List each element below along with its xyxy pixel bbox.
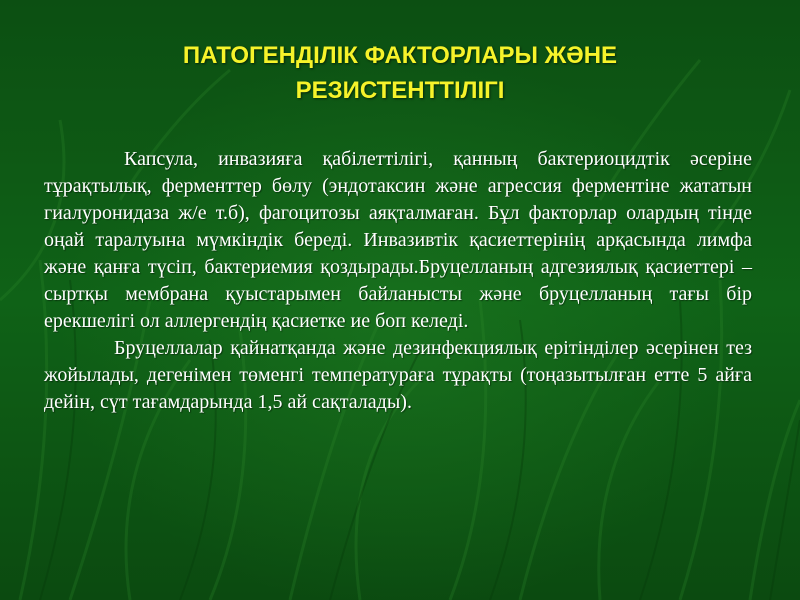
title-line-1: ПАТОГЕНДІЛІК ФАКТОРЛАРЫ ЖӘНЕ xyxy=(182,42,618,69)
body-paragraph-pathogenicity: Капсула, инвазияға қабілеттілігі, қанның бактериоцидтік әсеріне тұрақтылық, ферменттер бөлу (эндотаксин және агрессия ферментіне жататын гиалуронидаза ж/е т.б), фагоцитозы аяқталмаған. Бұл факторлар олардың тінде оңай таралуына мүмкіндік береді. Инвазивтік қасиеттерінің арқасында лимфа және қанға түсіп, бактериемия қоздырады.Бруцелланың адгезиялық қасиеттері – сыртқы мембрана қуыстарымен байланысты және бруцелланың тағы бір ерекшелігі ол аллергендің қасиетке ие боп келеді. xyxy=(44,148,752,332)
body-paragraph-resistance: Бруцеллалар қайнатқанда және дезинфекциялық ерітінділер әсерінен тез жойылады, дегенімен төменгі температураға тұрақты (тоңазытылған етте 5 айға дейін, сүт тағамдарында 1,5 ай сақталады). xyxy=(44,337,752,413)
title-line-2: РЕЗИСТЕНТТІЛІГІ xyxy=(295,77,505,104)
slide-body xyxy=(44,146,752,416)
slide-title xyxy=(60,38,740,108)
